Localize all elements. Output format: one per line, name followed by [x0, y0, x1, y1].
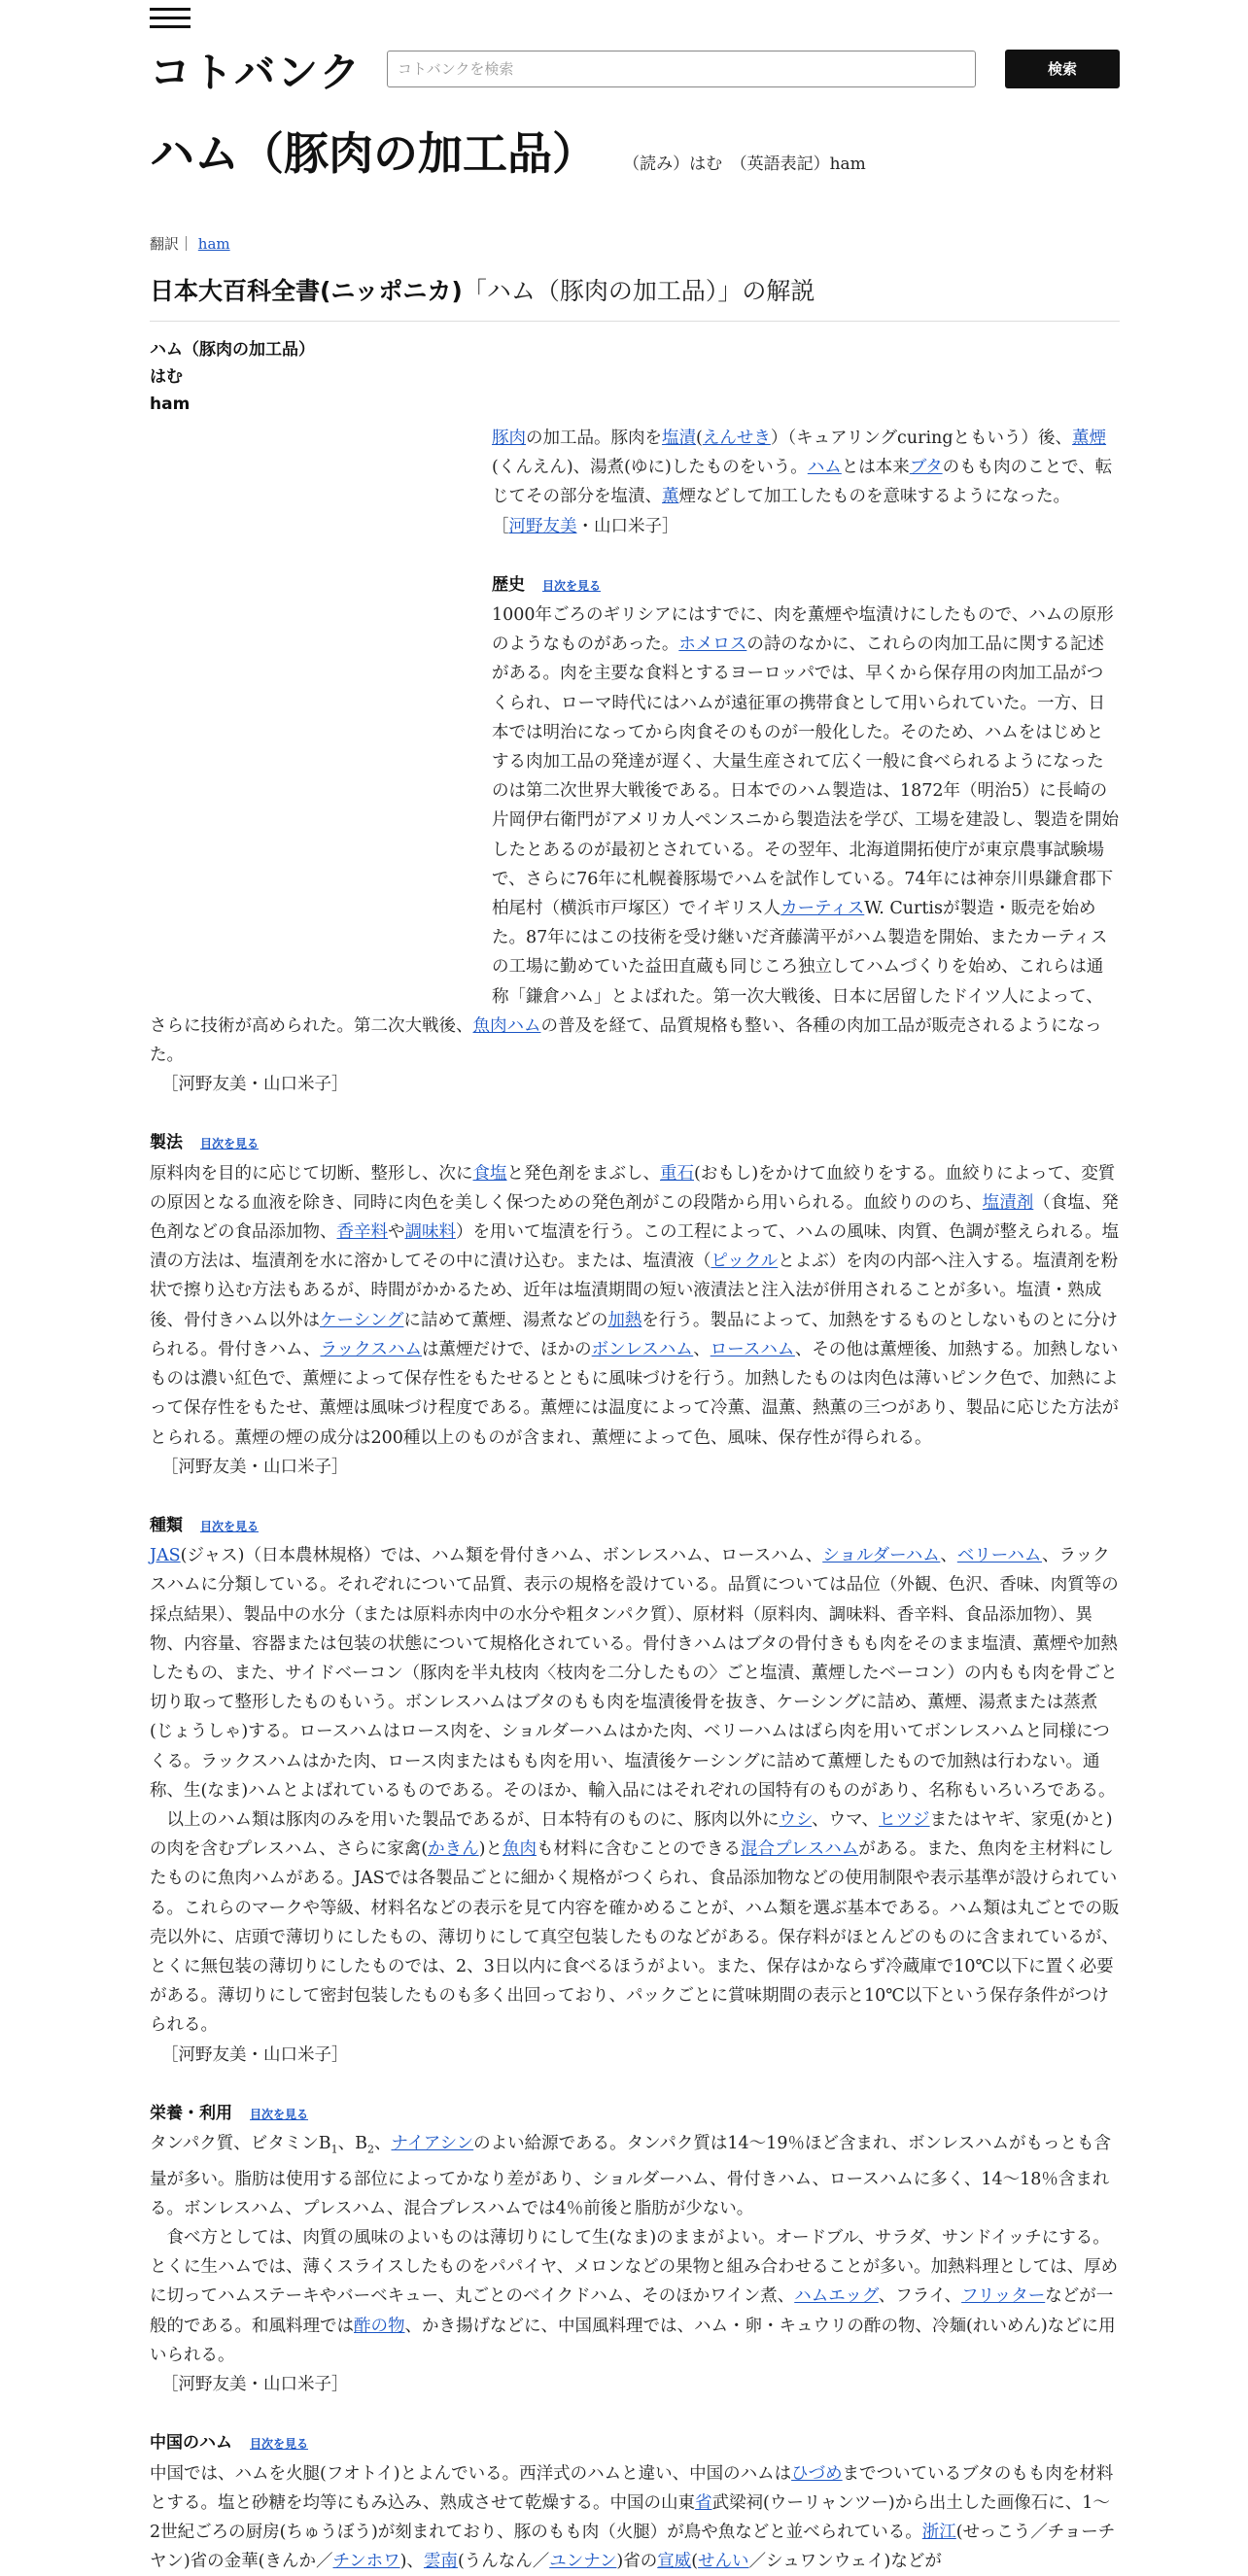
- text-run: (うんなん／: [458, 2552, 549, 2571]
- text-run: の普及を経て、品質規格も整い、各種の肉加工品が販売されるようになった。: [150, 1016, 1102, 1065]
- inline-link[interactable]: 調味料: [405, 1222, 457, 1242]
- inline-link[interactable]: 食塩: [473, 1164, 507, 1184]
- translation-row: [150, 233, 230, 254]
- hamburger-menu-icon[interactable]: [150, 8, 191, 29]
- text-run: (ジャス)（日本農林規格）では、ハム類を骨付きハム、ボンレスハム、ロースハム、: [181, 1546, 823, 1565]
- search-button[interactable]: 検索: [1005, 50, 1120, 88]
- text-run: タンパク質、ビタミンB: [150, 2134, 331, 2153]
- text-run: と発色剤をまぶし、: [507, 1164, 661, 1184]
- text-run: のもも肉のことで、転じてその部分を塩漬、: [492, 458, 1112, 506]
- inline-link[interactable]: ラックスハム: [321, 1340, 422, 1359]
- text-run: （食塩、発色剤などの食品添加物、: [150, 1193, 1119, 1242]
- inline-link[interactable]: チンホワ: [332, 2552, 399, 2571]
- text-run: とは本来: [842, 458, 910, 477]
- paragraph-types-1: [150, 1541, 1120, 1805]
- method-heading: 製法: [150, 1133, 183, 1152]
- paragraph-nutrition-1: [150, 2129, 1120, 2223]
- text-run: を行う。製品によって、加熱をするものとしないものとに分けられる。骨付きハム、: [150, 1311, 1118, 1359]
- text-run: は薫煙だけで、ほかの: [422, 1340, 592, 1359]
- translation-link[interactable]: ham: [198, 235, 230, 253]
- article-body: [150, 424, 1120, 2576]
- inline-link[interactable]: ショルダーハム: [822, 1546, 940, 1565]
- text-run: (くんえん)、湯煮(ゆに)したものをいう。: [492, 458, 808, 477]
- page-title: ハム（豚肉の加工品）: [150, 119, 597, 183]
- inline-link[interactable]: 薫: [662, 487, 679, 506]
- inline-link[interactable]: ベリーハム: [957, 1546, 1042, 1565]
- inline-link[interactable]: ナイアシン: [392, 2134, 474, 2153]
- author-line: ［河野友美・山口米子］: [150, 2041, 1120, 2070]
- text-run: )、: [400, 2552, 424, 2571]
- text-run: までついているブタのもも肉を材料とする。塩と砂糖を均等にもみ込み、熟成させて乾燥する。中国の山東: [150, 2464, 1113, 2513]
- text-run: 、: [374, 2134, 392, 2153]
- types-heading-row: [150, 1511, 1120, 1541]
- text-run: 煙などして加工したものを意味するようになった。: [679, 487, 1071, 506]
- search-input[interactable]: コトバンクを検索: [387, 51, 976, 87]
- text-run: ）を用いて塩漬を行う。この工程によって、ハムの風味、肉質、色調が整えられる。塩漬の方法は、塩漬剤を水に溶かしてその中に漬け込む。または、塩漬液（: [150, 1222, 1119, 1271]
- nutrition-heading: 栄養・利用: [150, 2104, 232, 2123]
- text-run: ）（キュアリングcuringともいう）後、: [771, 429, 1072, 448]
- inline-link[interactable]: 省: [695, 2493, 712, 2513]
- text-run: 、: [693, 1340, 711, 1359]
- float-spacer: [150, 424, 492, 1009]
- text-run: などが一般的である。和風料理では: [150, 2286, 1113, 2335]
- text-run: ［: [492, 517, 509, 536]
- inline-link[interactable]: ハムエッグ: [794, 2286, 878, 2306]
- text-run: がある。また、魚肉を主材料にしたものに魚肉ハムがある。JASでは各製品ごとに細かく規格がつくられ、食品添加物などの使用制限や表示基準が設けられている。これらのマークや等級、材料名などの表示を見て内容を確かめることが、ハム類を選ぶ基本である。ハム類は丸ごとでの販売以外に、店頭で薄切りにしたもの、薄切りにして真空包装したものなどがある。保存料がほとんどのものに含まれているが、とくに無包装の薄切りにしたものでは、2、3日以内に食べるほうがよい。また、保存はかならず冷蔵庫で10℃以下に置く必要がある。薄切りにして密封包装したものも多く出回っており、パックごとに賞味期間の表示と10℃以下という保存条件がつけられる。: [150, 1839, 1120, 2035]
- text-run: 、: [940, 1546, 957, 1565]
- inline-link[interactable]: 魚肉ハム: [473, 1016, 541, 1036]
- inline-link[interactable]: フリッター: [961, 2286, 1045, 2306]
- headword: ハム（豚肉の加工品）: [150, 336, 315, 363]
- source-title: 日本大百科全書(ニッポニカ): [150, 277, 463, 305]
- text-run: 1000年ごろのギリシアにはすでに、肉を薫煙や塩漬けにしたもので、ハムの原形のようなものがあった。: [492, 605, 1114, 654]
- text-run: ・山口米子］: [577, 517, 679, 536]
- site-logo[interactable]: コトバンク: [150, 41, 362, 99]
- text-run: W. Curtisが製造・販売を始めた。87年にはこの技術を受け継いだ斉藤満平がハム製造を開始、またカーティスの工場に勤めていた益田直蔵も同じころ独立してハムづくりを始め、これらは通称「鎌倉ハム」とよばれた。第一次大戦後、日本に居留したドイツ人によって、さらに技術が高められた。第二次大戦後、: [150, 899, 1107, 1036]
- text-run: 武梁祠(ウーリャンツー)から出土した画像石に、1～2世紀ごろの厨房(ちゅうぼう)が刻まれており、豚のもも肉（火腿）が鳥や魚などと並べられている。: [150, 2493, 1110, 2542]
- toc-link[interactable]: 目次を見る: [200, 1137, 259, 1151]
- inline-link[interactable]: えんせき: [703, 429, 771, 448]
- toc-link[interactable]: 目次を見る: [200, 1520, 259, 1533]
- inline-link[interactable]: ボンレスハム: [592, 1340, 694, 1359]
- paragraph-method: [150, 1159, 1120, 1453]
- inline-link[interactable]: ケーシング: [320, 1311, 403, 1330]
- text-run: 原料肉を目的に応じて切断、整形し、次に: [150, 1164, 473, 1184]
- inline-link[interactable]: 宣威: [657, 2552, 691, 2571]
- inline-link[interactable]: 加熱: [607, 1311, 641, 1330]
- text-run: (おもし)をかけて血絞りをする。血絞りによって、変質の原因となる血液を除き、同時に肉色を美しく保つための発色剤がこの段階から用いられる。血絞りののち、: [150, 1164, 1115, 1213]
- inline-link[interactable]: ひづめ: [791, 2464, 843, 2484]
- toc-link[interactable]: 目次を見る: [250, 2108, 308, 2121]
- headword-english: ham: [150, 391, 315, 418]
- inline-link[interactable]: ユンナン: [549, 2552, 616, 2571]
- inline-link[interactable]: ロースハム: [711, 1340, 795, 1359]
- inline-link[interactable]: ピックル: [711, 1252, 779, 1271]
- inline-link[interactable]: 塩漬: [662, 429, 696, 448]
- divider: [150, 321, 1120, 322]
- text-run: 、ラックスハムに分類している。それぞれについて品質、表示の規格を設けている。品質については品位（外観、色沢、香味、肉質等の採点結果）、製品中の水分（または原料赤肉中の水分や粗タンパク質）、原材料（原料肉、調味料、香辛料、食品添加物）、異物、内容量、容器または包装の状態について規格化されている。骨付きハムはブタの骨付きもも肉をそのまま塩漬、薫煙や加熱したもの、また、サイドベーコン（豚肉を半丸枝肉〈枝肉を二分したもの〉ごと塩漬、薫煙したベーコン）の内もも肉を骨ごと切り取って整形したものもいう。ボンレスハムはブタのもも肉を塩漬後骨を抜き、ケーシングに詰め、薫煙、湯煮または蒸煮(じょうしゃ)する。ロースハムはロース肉を、ショルダーハムはかた肉、ベリーハムはばら肉を用いてボンレスハムと同様につくる。ラックスハムはかた肉、ロース肉またはもも肉を用い、塩漬後ケーシングに詰めて薫煙したもので加熱は行わない。通称、生(なま)ハムとよばれているものである。そのほか、輸入品にはそれぞれの国特有のものがあり、名称もいろいろである。: [150, 1546, 1119, 1801]
- text-run: の加工品。豚肉を: [526, 429, 662, 448]
- text-run: 、その他は薫煙後、加熱する。加熱しないものは濃い紅色で、薫煙によって保存性をもたせるとともに風味づけを行う。加熱したものは肉色は薄いピンク色で、加熱によって保存性をもたせ、薫煙は風味づけ程度である。薫煙には温度によって冷薫、温薫、熱薫の三つがあり、製品に応じた方法がとられる。薫煙の煙の成分は200種以上のものが含まれ、薫煙によって色、風味、保存性が得られる。: [150, 1340, 1119, 1448]
- inline-link[interactable]: 雲南: [424, 2552, 458, 2571]
- inline-link[interactable]: カーティス: [780, 899, 864, 918]
- inline-link[interactable]: 浙江: [922, 2523, 956, 2542]
- toc-link[interactable]: 目次を見る: [542, 579, 601, 593]
- text-run: 食べ方としては、肉質の風味のよいものは薄切りにして生(なま)のままがよい。オードブル、サラダ、サンドイッチにする。とくに生ハムでは、薄くスライスしたものをパパイヤ、メロンなどの果物と組み合わせることが多い。加熱料理としては、厚めに切ってハムステーキやバーベキュー、丸ごとのベイクドハム、そのほかワイン煮、: [150, 2228, 1118, 2306]
- author-line: ［河野友美・山口米子］: [150, 1453, 1120, 1482]
- inline-link[interactable]: 香辛料: [337, 1222, 389, 1242]
- text-run: の詩のなかに、これらの肉加工品に関する記述がある。肉を主要な食料とするヨーロッパでは、早くから保存用の肉加工品がつくられ、ローマ時代にはハムが遠征軍の携帯食として用いられていた。一方、日本では明治になってから肉食そのものが一般化した。そのため、ハムをはじめとする肉加工品の発達が遅く、大量生産されて広く一般に食べられるようになったのは第二次世界大戦後である。日本でのハム製造は、1872年（明治5）に長崎の片岡伊右衛門がアメリカ人ペンスニから製造法を学び、工場を建設し、製造を開始したとあるのが最初とされている。その翌年、北海道開拓使庁が東京農事試験場で、さらに76年に札幌養豚場でハムを試作している。74年には神奈川県鎌倉郡下柏尾村（横浜市戸塚区）でイギリス人: [492, 635, 1119, 918]
- text-run: (: [696, 429, 703, 448]
- author-line: ［河野友美・山口米子］: [150, 2370, 1120, 2399]
- paragraph-china: [150, 2459, 1120, 2576]
- inline-link[interactable]: 魚肉: [503, 1839, 537, 1859]
- text-run: )と: [479, 1839, 503, 1859]
- inline-link[interactable]: せんい: [698, 2552, 749, 2571]
- text-run: 中国では、ハムを火腿(フオトイ)とよんでいる。西洋式のハムと違い、中国のハムは: [150, 2464, 791, 2484]
- paragraph-types-2: [150, 1805, 1120, 2041]
- text-run: 以上のハム類は豚肉のみを用いた製品であるが、日本特有のものに、豚肉以外に: [167, 1810, 780, 1830]
- inline-link[interactable]: 塩漬剤: [983, 1193, 1034, 1213]
- text-run: ／シュワンウェイ)などが: [749, 2552, 942, 2571]
- china-heading: 中国のハム: [150, 2433, 232, 2453]
- title-row: [150, 119, 1120, 183]
- text-run: (: [691, 2552, 698, 2571]
- paragraph-nutrition-2: [150, 2223, 1120, 2370]
- text-run: またはヤギ、家兎(かと)の肉を含むプレスハム、さらに家禽(: [150, 1810, 1113, 1859]
- inline-link[interactable]: 酢の物: [354, 2317, 405, 2336]
- headword-reading: はむ: [150, 363, 315, 391]
- inline-link[interactable]: 河野友美: [509, 517, 577, 536]
- text-run: 、フライ、: [879, 2286, 961, 2306]
- inline-link[interactable]: 薫煙: [1072, 429, 1106, 448]
- history-heading: 歴史: [492, 575, 525, 595]
- text-run: のよい給源である。タンパク質は14～19％ほど含まれ、ボンレスハムがもっとも含量が多い。脂肪は使用する部位によってかなり差があり、ショルダーハム、骨付きハム、ロースハムに多く、14～18％含まれる。ボンレスハム、プレスハム、混合プレスハムでは4％前後と脂肪が少ない。: [150, 2134, 1111, 2218]
- text-run: や: [388, 1222, 405, 1242]
- inline-link[interactable]: ホメロス: [678, 635, 746, 654]
- method-heading-row: [150, 1128, 1120, 1158]
- source-heading: [150, 272, 815, 307]
- inline-link[interactable]: ウシ: [780, 1810, 813, 1830]
- inline-link[interactable]: 重石: [660, 1164, 694, 1184]
- subscript: 2: [367, 2143, 374, 2155]
- title-reading: （読み）はむ （英語表記）ham: [623, 150, 866, 174]
- inline-link[interactable]: 豚肉: [492, 429, 526, 448]
- translation-label: 翻訳｜: [150, 235, 193, 253]
- inline-link[interactable]: ブタ: [910, 458, 943, 477]
- text-run: も材料に含むことのできる: [537, 1839, 741, 1859]
- text-run: とよぶ）を肉の内部へ注入する。塩漬剤を粉状で擦り込む方法もあるが、時間がかかるため、近年は塩漬期間の短い液漬法と注入法が併用されることが多い。塩漬・熟成後、骨付きハム以外は: [150, 1252, 1118, 1329]
- inline-link[interactable]: 混合プレスハム: [741, 1839, 858, 1859]
- china-heading-row: [150, 2428, 1120, 2458]
- text-run: 、B: [338, 2134, 367, 2153]
- inline-link[interactable]: ヒツジ: [879, 1810, 930, 1830]
- text-run: 、かき揚げなどに、中国風料理では、ハム・卵・キュウリの酢の物、冷麺(れいめん)などに用いられる。: [150, 2317, 1116, 2365]
- source-suffix: 「ハム（豚肉の加工品）」の解説: [463, 277, 815, 305]
- inline-link[interactable]: ハム: [808, 458, 842, 477]
- types-heading: 種類: [150, 1516, 183, 1535]
- text-run: 、ウマ、: [812, 1810, 879, 1830]
- inline-link[interactable]: JAS: [150, 1546, 181, 1565]
- inline-link[interactable]: かきん: [428, 1839, 479, 1859]
- text-run: に詰めて薫煙、湯煮などの: [403, 1311, 607, 1330]
- subscript: 1: [331, 2143, 338, 2155]
- entry-headwords: [150, 336, 315, 418]
- nutrition-heading-row: [150, 2099, 1120, 2129]
- author-line: ［河野友美・山口米子］: [150, 1070, 1120, 1099]
- toc-link[interactable]: 目次を見る: [250, 2437, 308, 2451]
- text-run: )省の: [616, 2552, 657, 2571]
- text-run: (せっこう／チョーチヤン)省の金華(きんか／: [150, 2523, 1115, 2571]
